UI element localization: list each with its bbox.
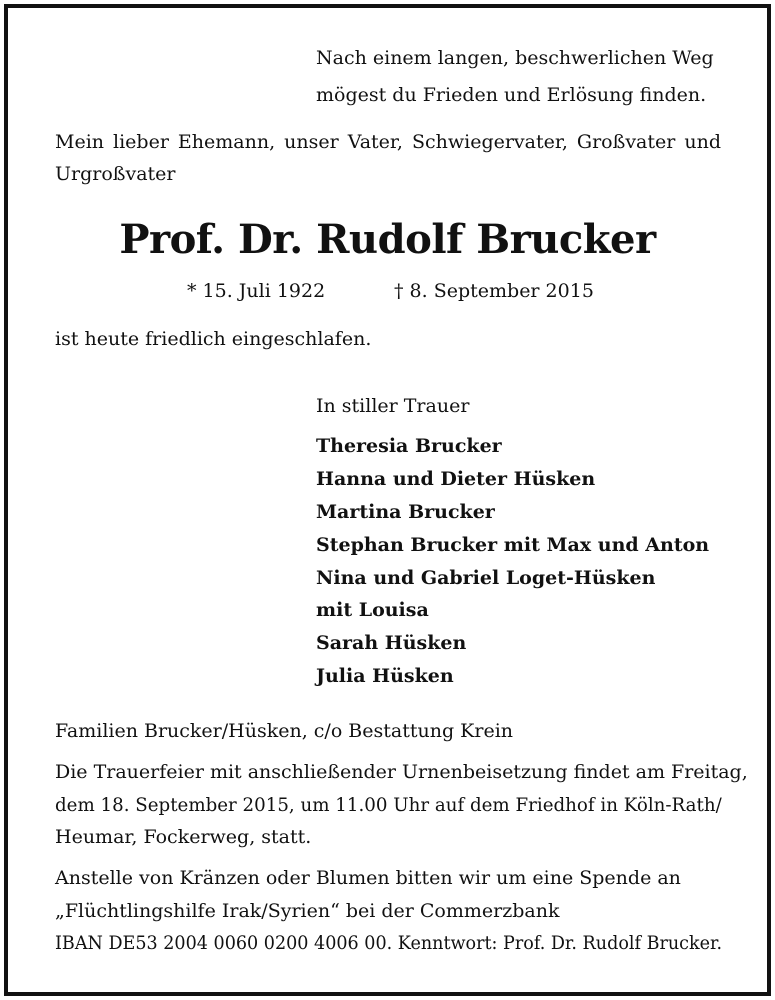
mourner-name: mit Louisa <box>316 599 429 621</box>
mourner-name: Hanna und Dieter Hüsken <box>316 468 596 490</box>
family-contact: Familien Brucker/Hüsken, c/o Bestattung Krein <box>55 720 514 742</box>
mourning-heading: In stiller Trauer <box>316 395 470 417</box>
mourner-name: Theresia Brucker <box>316 435 502 457</box>
mourner-name: Nina und Gabriel Loget-Hüsken <box>316 567 656 589</box>
motto-line-2: mögest du Frieden und Erlösung finden. <box>316 84 707 106</box>
passed-away-text: ist heute friedlich eingeschlafen. <box>55 328 372 350</box>
ceremony-line-3: Heumar, Fockerweg, statt. <box>55 826 312 848</box>
deceased-name: Prof. Dr. Rudolf Brucker <box>119 216 656 263</box>
donation-line-1: Anstelle von Kränzen oder Blumen bitten wir um eine Spende an <box>55 867 681 889</box>
mourner-name: Stephan Brucker mit Max und Anton <box>316 534 710 556</box>
ceremony-line-2: dem 18. September 2015, um 11.00 Uhr auf dem Friedhof in Köln-Rath/ <box>55 794 722 816</box>
mourner-name: Julia Hüsken <box>316 665 454 687</box>
mourner-name: Martina Brucker <box>316 501 495 523</box>
birth-date: * 15. Juli 1922 <box>187 280 326 302</box>
intro-line-2: Urgroßvater <box>55 163 176 185</box>
mourner-name: Sarah Hüsken <box>316 632 467 654</box>
ceremony-line-1: Die Trauerfeier mit anschließender Urnenbeisetzung findet am Freitag, <box>55 761 748 783</box>
intro-line-1: Mein lieber Ehemann, unser Vater, Schwiegervater, Großvater und <box>55 131 721 153</box>
motto-line-1: Nach einem langen, beschwerlichen Weg <box>316 47 714 69</box>
donation-line-2: „Flüchtlingshilfe Irak/Syrien“ bei der Commerzbank <box>55 900 560 922</box>
donation-line-3: IBAN DE53 2004 0060 0200 4006 00. Kenntwort: Prof. Dr. Rudolf Brucker. <box>55 932 723 954</box>
death-date: † 8. September 2015 <box>394 280 594 302</box>
